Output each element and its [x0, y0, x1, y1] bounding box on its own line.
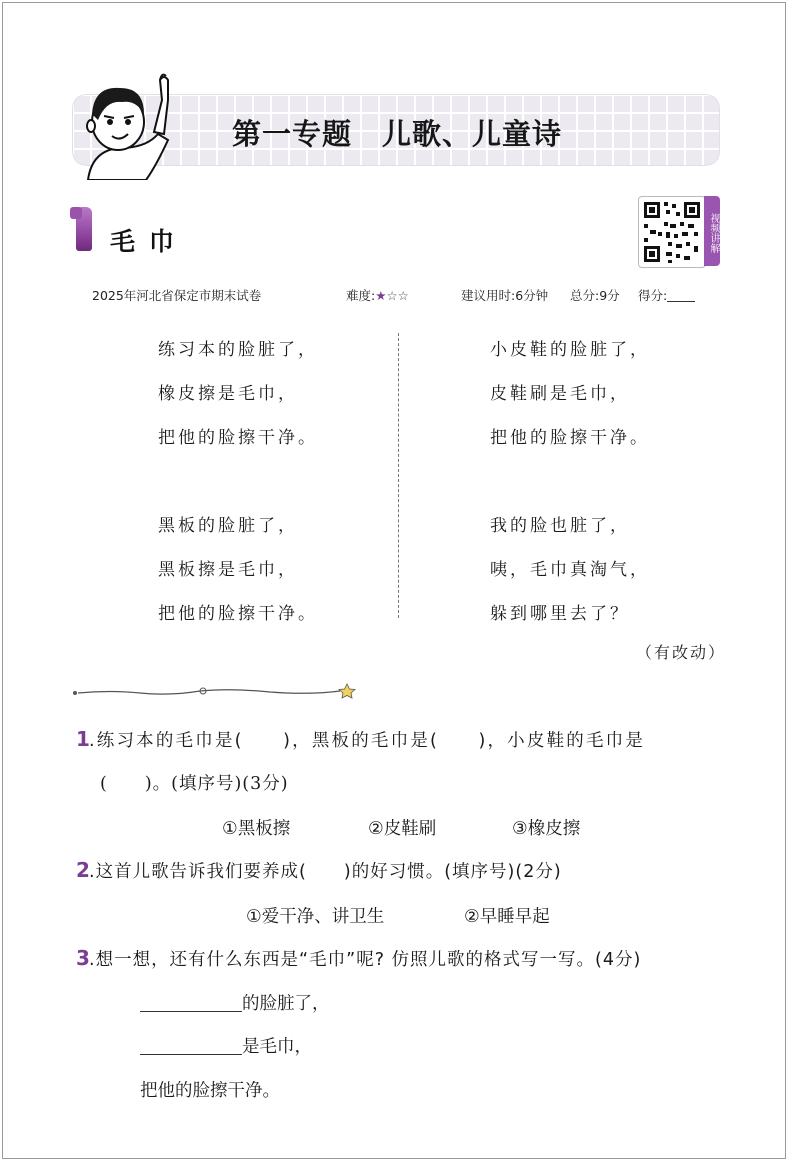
- score-label: 得分:: [638, 288, 668, 303]
- exam-source: 2025年河北省保定市期末试卷: [92, 288, 262, 303]
- poem-line: 把他的脸擦干净。: [490, 428, 650, 448]
- question-1-option: ②皮鞋刷: [368, 819, 437, 839]
- poem-line: 橡皮擦是毛巾，: [158, 384, 298, 404]
- poem-line: 躲到哪里去了？: [490, 604, 630, 624]
- decorative-squiggle-divider: [70, 680, 360, 704]
- lesson-title: 毛巾: [110, 227, 189, 256]
- question-1-text: .练习本的毛巾是( )，黑板的毛巾是( )，小皮鞋的毛巾是: [89, 731, 646, 751]
- poem-line: 小皮鞋的脸脏了，: [490, 340, 650, 360]
- suggested-time: 建议用时:6分钟: [461, 288, 549, 303]
- poem-line: 我的脸也脏了，: [490, 516, 630, 536]
- question-2-text: .这首儿歌告诉我们要养成( )的好习惯。(填序号)(2分): [89, 862, 562, 882]
- question-3-template-line: 把他的脸擦干净。: [140, 1081, 280, 1101]
- question-2-option: ②早睡早起: [464, 907, 550, 927]
- score-field: [638, 286, 695, 304]
- question-2-number: 2: [76, 858, 90, 882]
- poem-line: 把他的脸擦干净。: [158, 428, 318, 448]
- question-3-template-line: 的脸脏了，: [242, 994, 330, 1014]
- question-1-option: ①黑板擦: [222, 819, 291, 839]
- question-3-number: 3: [76, 946, 90, 970]
- score-blank[interactable]: [667, 289, 695, 302]
- question-1-number: 1: [76, 727, 90, 751]
- boy-mascot-illustration: [76, 70, 180, 180]
- difficulty: [346, 286, 409, 304]
- question-3-template-line: 是毛巾，: [242, 1037, 312, 1057]
- banner-title: 第一专题 儿歌、儿童诗: [232, 117, 563, 151]
- difficulty-empty-star-icon: ☆☆: [386, 288, 409, 303]
- difficulty-label: 难度:: [346, 288, 376, 303]
- question-2-option: ①爱干净、讲卫生: [246, 907, 385, 927]
- answer-blank[interactable]: [140, 1054, 242, 1055]
- lesson-number-mark: [70, 207, 82, 219]
- question-1-text-cont: ( )。(填序号)(3分): [100, 774, 289, 794]
- qr-code-icon[interactable]: [638, 196, 706, 268]
- total-score: 总分:9分: [570, 288, 620, 303]
- question-3-text: .想一想，还有什么东西是“毛巾”呢? 仿照儿歌的格式写一写。(4分): [89, 950, 642, 970]
- poem-source-note: （有改动）: [636, 643, 727, 662]
- question-1-option: ③橡皮擦: [512, 819, 581, 839]
- difficulty-star-icon: ★: [375, 288, 387, 303]
- video-explanation-tag[interactable]: 视频讲解: [704, 196, 720, 266]
- poem-divider: [398, 333, 399, 618]
- poem-line: 黑板擦是毛巾，: [158, 560, 298, 580]
- poem-line: 咦，毛巾真淘气，: [490, 560, 650, 580]
- poem-line: 把他的脸擦干净。: [158, 604, 318, 624]
- answer-blank[interactable]: [140, 1011, 242, 1012]
- poem-line: 练习本的脸脏了，: [158, 340, 318, 360]
- poem-line: 皮鞋刷是毛巾，: [490, 384, 630, 404]
- poem-line: 黑板的脸脏了，: [158, 516, 298, 536]
